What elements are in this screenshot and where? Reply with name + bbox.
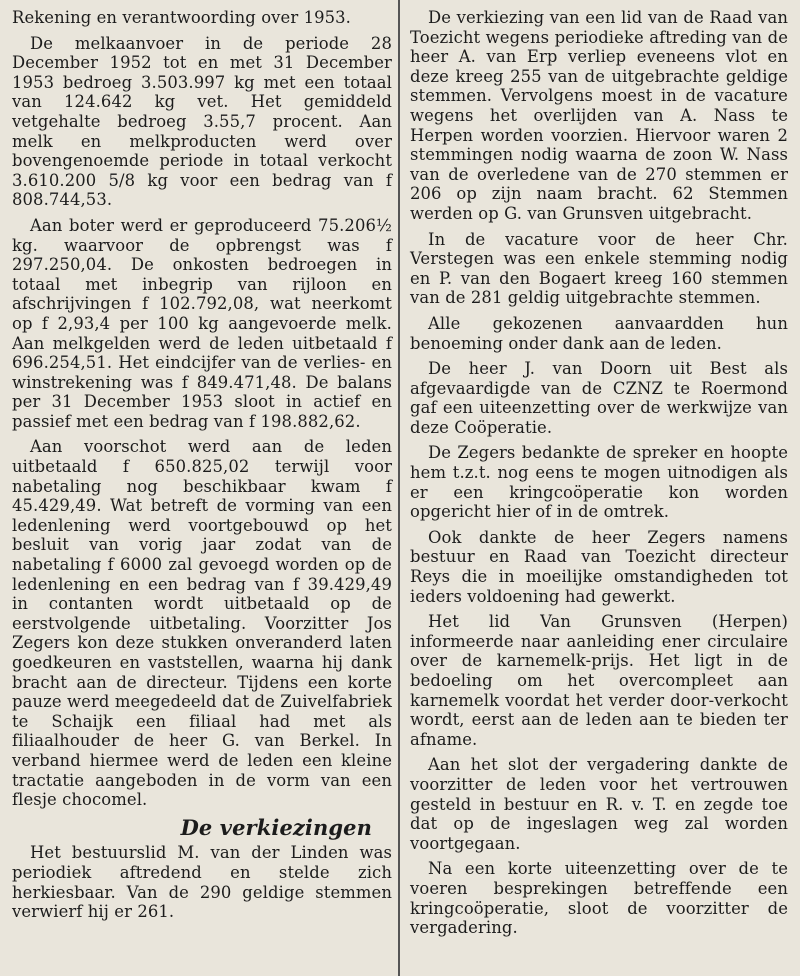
- paragraph: Ook dankte de heer Zegers namens bestuur en Raad van Toezicht directeur Reys die in moeilijke omstandigheden tot ieders voldoening had gewerkt.: [410, 527, 788, 606]
- paragraph: Het lid Van Grunsven (Herpen) informeerde naar aanleiding ener circulaire over de karnemelk-prijs. Het ligt in de bedoeling om het overcompleet aan karnemelk voordat het verder door-verkocht wordt, eerst aan de leden aan te bieden ter afname.: [410, 612, 788, 749]
- paragraph: De Zegers bedankte de spreker en hoopte hem t.z.t. nog eens te mogen uitnodigen als er een kringcoöperatie kon worden opgericht hier of in de omtrek.: [410, 443, 788, 522]
- paragraph: Rekening en verantwoording over 1953.: [12, 8, 351, 27]
- section-heading: De verkiezingen: [180, 814, 372, 840]
- paragraph: Aan boter werd er geproduceerd 75.206½ kg. waarvoor de opbrengst was f 297.250,04. De onkosten bedroegen in totaal met inbegrip van rijloon en afschrijvingen f 102.792,08, wat neerkomt op f 2,93,4 per 100 kg aangevoerde melk. Aan melkgelden werd de leden uitbetaald f 696.254,51. Het eindcijfer van de verlies- en winstrekening was f 849.471,48. De balans per 31 December 1953 sloot in actief en passief met een bedrag van f 198.882,62.: [12, 215, 392, 431]
- column-divider: [398, 0, 400, 976]
- left-column: [12, 8, 392, 928]
- paragraph: De verkiezing van een lid van de Raad van Toezicht wegens periodieke aftreding van de heer A. van Erp verliep eveneens vlot en deze kreeg 255 van de uitgebrachte geldige stemmen. Vervolgens moest in de vacature wegens het overlijden van A. Nass te Herpen worden voorzien. Hiervoor waren 2 stemmingen nodig waarna de zoon W. Nass van de overledene van de 270 stemmen er 206 op zijn naam bracht. 62 Stemmen werden op G. van Grunsven uitgebracht.: [410, 8, 788, 223]
- paragraph: Aan het slot der vergadering dankte de voorzitter de leden voor het vertrouwen gesteld in bestuur en R. v. T. en zegde toe dat op de ingeslagen weg zal worden voortgegaan.: [410, 755, 788, 853]
- paragraph: Na een korte uiteenzetting over de te voeren besprekingen betreffende een kringcoöperatie, sloot de voorzitter de vergadering.: [410, 859, 788, 938]
- paragraph: Aan voorschot werd aan de leden uitbetaald f 650.825,02 terwijl voor nabetaling nog beschikbaar kwam f 45.429,49. Wat betreft de vorming van een ledenlening werd voortgebouwd op het besluit van vorig jaar zodat van de nabetaling f 6000 zal gevoegd worden op de ledenlening en een bedrag van f 39.429,49 in contanten wordt uitbetaald op de eerstvolgende uitbetaling. Voorzitter Jos Zegers kon deze stukken onveranderd laten goedkeuren en vaststellen, waarna hij dank bracht aan de directeur. Tijdens een korte pauze werd meegedeeld dat de Zuivelfabriek te Schaijk een filiaal had met als filiaalhouder de heer G. van Berkel. In verband hiermee werd de leden een kleine tractatie aangeboden in de vorm van een flesje chocomel.: [12, 437, 392, 810]
- paragraph: Alle gekozenen aanvaardden hun benoeming onder dank aan de leden.: [410, 313, 788, 353]
- paragraph: In de vacature voor de heer Chr. Verstegen was een enkele stemming nodig en P. van den Bogaert kreeg 160 stemmen van de 281 geldig uitgebrachte stemmen.: [410, 229, 788, 308]
- paragraph: De heer J. van Doorn uit Best als afgevaardigde van de CZNZ te Roermond gaf een uiteenzetting over de werkwijze van deze Coöperatie.: [410, 359, 788, 437]
- right-column: [410, 8, 788, 944]
- paragraph: Het bestuurslid M. van der Linden was periodiek aftredend en stelde zich herkiesbaar. Van de 290 geldige stemmen verwierf hij er 261.: [12, 843, 392, 922]
- paragraph: De melkaanvoer in de periode 28 December 1952 tot en met 31 December 1953 bedroeg 3.503.997 kg met een totaal van 124.642 kg vet. Het gemiddeld vetgehalte bedroeg 3.55,7 procent. Aan melk en melkproducten werd over bovengenoemde periode in totaal verkocht 3.610.200 5/8 kg voor een bedrag van f 808.744,53.: [12, 33, 392, 210]
